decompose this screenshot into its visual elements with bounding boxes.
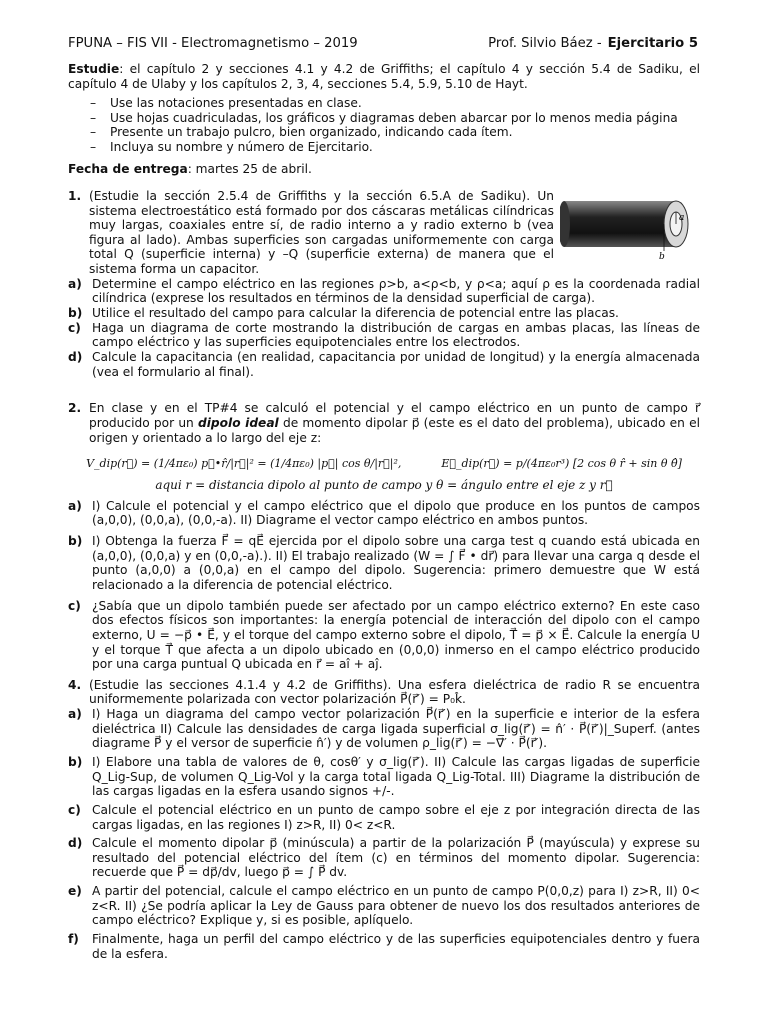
item-text: Determine el campo eléctrico en las regiones ρ>b, a<ρ<b, y ρ<a; aquí ρ es la coordenada radial cilíndrica (exprese los resultados en términos de la densidad superficial de carga). xyxy=(92,276,700,306)
list-item xyxy=(68,707,700,751)
item-text: Calcule el momento dipolar p⃗ (minúscula) a partir de la polarización P⃗ (mayúscula) y exprese su resultado del potencial eléctrico del ítem (c) en términos del momento dipolar. Sugerencia: recuerde que P⃗ = dp⃗/dv, luego p⃗ = ∫ P⃗ dv. xyxy=(92,836,700,880)
list-item: – Presente un trabajo pulcro, bien organizado, indicando cada ítem. xyxy=(68,125,700,140)
list-item xyxy=(68,350,700,379)
question-number: 2. xyxy=(68,401,82,416)
item-label: a) xyxy=(68,707,82,722)
item-label: c) xyxy=(68,802,81,817)
list-item xyxy=(68,599,700,672)
list-item xyxy=(68,321,700,350)
list-item xyxy=(68,277,700,306)
item-text: Utilice el resultado del campo para calcular la diferencia de potencial entre las placas. xyxy=(92,306,619,321)
item-label: b) xyxy=(68,534,83,549)
item-text: Haga un diagrama de corte mostrando la distribución de cargas en ambas placas, las líneas de campo eléctrico y las superficies equipotenciales entre los electrodos. xyxy=(92,320,700,350)
list-item xyxy=(68,884,700,928)
question-1 xyxy=(68,189,700,277)
question-number: 4. xyxy=(68,677,82,692)
question-intro: (Estudie las secciones 4.1.4 y 4.2 de Griffiths). Una esfera dieléctrica de radio R se encuentra uniformemente polarizada con vector polarización P⃗(r⃗′) = P₀k̂. xyxy=(89,677,700,707)
formula-note: aqui r = distancia dipolo al punto de campo y θ = ángulo entre el eje z y r⃗ xyxy=(155,478,613,493)
radius-b-label: b xyxy=(659,251,665,262)
list-item xyxy=(68,755,700,799)
item-text: I) Haga un diagrama del campo vector polarización P⃗(r⃗′) en la superficie e interior de la esfera dieléctrica II) Calcule las densidades de carga ligada superficial σ_lig(r⃗′) = n̂′ · P⃗(r⃗′)|_Superf. (antes diagrame P⃗ y el versor de superficie n̂′) y de volumen ρ_lig(r⃗′) = −∇⃗′ · P⃗(r⃗′). xyxy=(92,707,700,751)
item-label: a) xyxy=(68,276,82,291)
question-intro: (Estudie la sección 2.5.4 de Griffiths y la sección 6.5.A de Sadiku). Un sistema electroestático está formado por dos cáscaras metálicas cilíndricas muy largas, coaxiales entre sí, de radio interno a y radio externo b (vea figura al lado). Ambas superficies son cargadas uniformemente con carga total Q (superficie interna) y –Q (superficie externa) de manera que el sistema forma un capacitor. xyxy=(89,188,554,277)
item-label: d) xyxy=(68,836,83,851)
item-text: I) Calcule el potencial y el campo eléctrico que el dipolo que produce en los puntos de campos (a,0,0), (0,0,a), (0,0,-a). II) Diagrame el vector campo eléctrico en ambos puntos. xyxy=(92,498,700,528)
radius-a-label: a xyxy=(679,212,685,223)
question-2 xyxy=(68,401,700,445)
list-item xyxy=(68,534,700,593)
item-label: a) xyxy=(68,498,82,513)
item-text: Calcule el potencial eléctrico en un punto de campo sobre el eje z por integración directa de las cargas ligadas, en las regiones I) z>R, II) 0< z<R. xyxy=(92,802,700,832)
rules-list xyxy=(68,96,700,154)
professor-name: Prof. Silvio Báez - xyxy=(488,36,602,51)
question-4 xyxy=(68,678,700,707)
item-label: f) xyxy=(68,932,79,947)
study-instructions xyxy=(68,62,700,91)
list-item: – Incluya su nombre y número de Ejercitario. xyxy=(68,140,700,155)
question-intro xyxy=(89,401,700,445)
item-text: I) Elabore una tabla de valores de θ, cosθ′ y σ_lig(r⃗′). II) Calcule las cargas ligadas de superficie Q_Lig-Sup, de volumen Q_Lig-Vol y la carga total ligada Q_Lig-Total. III) Diagrame la distribución de las cargas ligadas en la esfera usando signos +/-. xyxy=(92,755,700,799)
item-label: c) xyxy=(68,320,81,335)
item-label: e) xyxy=(68,884,82,899)
page-header xyxy=(68,36,698,52)
list-item: – Use hojas cuadriculadas, los gráficos y diagramas deben abarcar por lo menos media página xyxy=(68,111,700,126)
item-text: I) Obtenga la fuerza F⃗ = qE⃗ ejercida por el dipolo sobre una carga test q cuando está ubicada en (a,0,0), (0,0,a) y en (0,0,-a).). II) El trabajo realizado (W = ∫ F⃗ • dr⃗) para llevar una carga q desde el punto (a,0,0) a (0,0,a) en el campo del dipolo. Sugerencia: primero demuestre que W está relacionado a la diferencia de potencial eléctrico. xyxy=(92,534,700,592)
list-item xyxy=(68,932,700,961)
due-date xyxy=(68,162,700,177)
question-number: 1. xyxy=(68,188,82,203)
intro-bold: dipolo ideal xyxy=(198,415,279,430)
item-text: ¿Sabía que un dipolo también puede ser afectado por un campo eléctrico externo? En este caso dos efectos físicos son importantes: la energía potencial de interacción del dipolo con el campo externo, U = −p⃗ • E⃗, y el torque del campo externo sobre el dipolo, T⃗ = p⃗ × E⃗. Calcule la energía U y el torque T⃗ que afecta a un dipolo ubicado en (0,0,0) inmerso en el campo eléctrico producido por una carga puntual Q ubicada en r⃗ = aî + aĵ. xyxy=(92,598,700,672)
estudie-text: : el capítulo 2 y secciones 4.1 y 4.2 de Griffiths; el capítulo 4 y sección 5.4 de Sadiku, el capítulo 4 de Ulaby y los capítulos 2, 3, 4, secciones 5.4, 5.9, 5.10 de Hayt. xyxy=(68,62,700,91)
list-item xyxy=(68,803,700,832)
coaxial-cylinder-figure xyxy=(560,193,700,265)
list-item xyxy=(68,499,700,528)
item-label: b) xyxy=(68,755,83,769)
page-title: Ejercitario 5 xyxy=(607,36,698,51)
intro-text: de momento dipolar p⃗ (este es el dato del problema), ubicado en el origen y orientado a lo largo del eje z: xyxy=(89,415,700,445)
item-label: d) xyxy=(68,349,83,364)
list-item: – Use las notaciones presentadas en clase. xyxy=(68,96,700,111)
item-label: c) xyxy=(68,598,81,613)
item-label: b) xyxy=(68,306,83,321)
estudie-label: Estudie xyxy=(68,62,120,76)
dipole-formulas xyxy=(68,457,700,470)
due-date-label: Fecha de entrega xyxy=(68,162,188,177)
potential-formula: V_dip(r⃗) = (1/4πε₀) p⃗•r̂/|r⃗|² = (1/4πε₀) |p⃗| cos θ/|r⃗|², xyxy=(86,457,402,471)
list-item xyxy=(68,836,700,880)
field-formula: E⃗_dip(r⃗) = p/(4πε₀r³) [2 cos θ r̂ + sin θ θ̂] xyxy=(441,457,682,471)
document-body xyxy=(68,62,700,961)
intro-text: En clase y en el TP#4 se calculó el potencial y el campo eléctrico en un punto de campo r⃗ producido por un xyxy=(89,401,700,430)
item-text: A partir del potencial, calcule el campo eléctrico en un punto de campo P(0,0,z) para I) z>R, II) 0< z<R. II) ¿Se podría aplicar la Ley de Gauss para obtener de nuevo los dos resultados anteriores de campo eléctrico? Explique y, si es posible, aplíquelo. xyxy=(92,884,700,928)
due-date-value: : martes 25 de abril. xyxy=(187,162,312,177)
item-text: Finalmente, haga un perfil del campo eléctrico y de las superficies equipotenciales dentro y fuera de la esfera. xyxy=(92,932,700,961)
list-item xyxy=(68,306,700,321)
course-name: FPUNA – FIS VII - Electromagnetismo – 2019 xyxy=(68,36,358,51)
item-text: Calcule la capacitancia (en realidad, capacitancia por unidad de longitud) y la energía almacenada (vea el formulario al final). xyxy=(92,349,700,379)
